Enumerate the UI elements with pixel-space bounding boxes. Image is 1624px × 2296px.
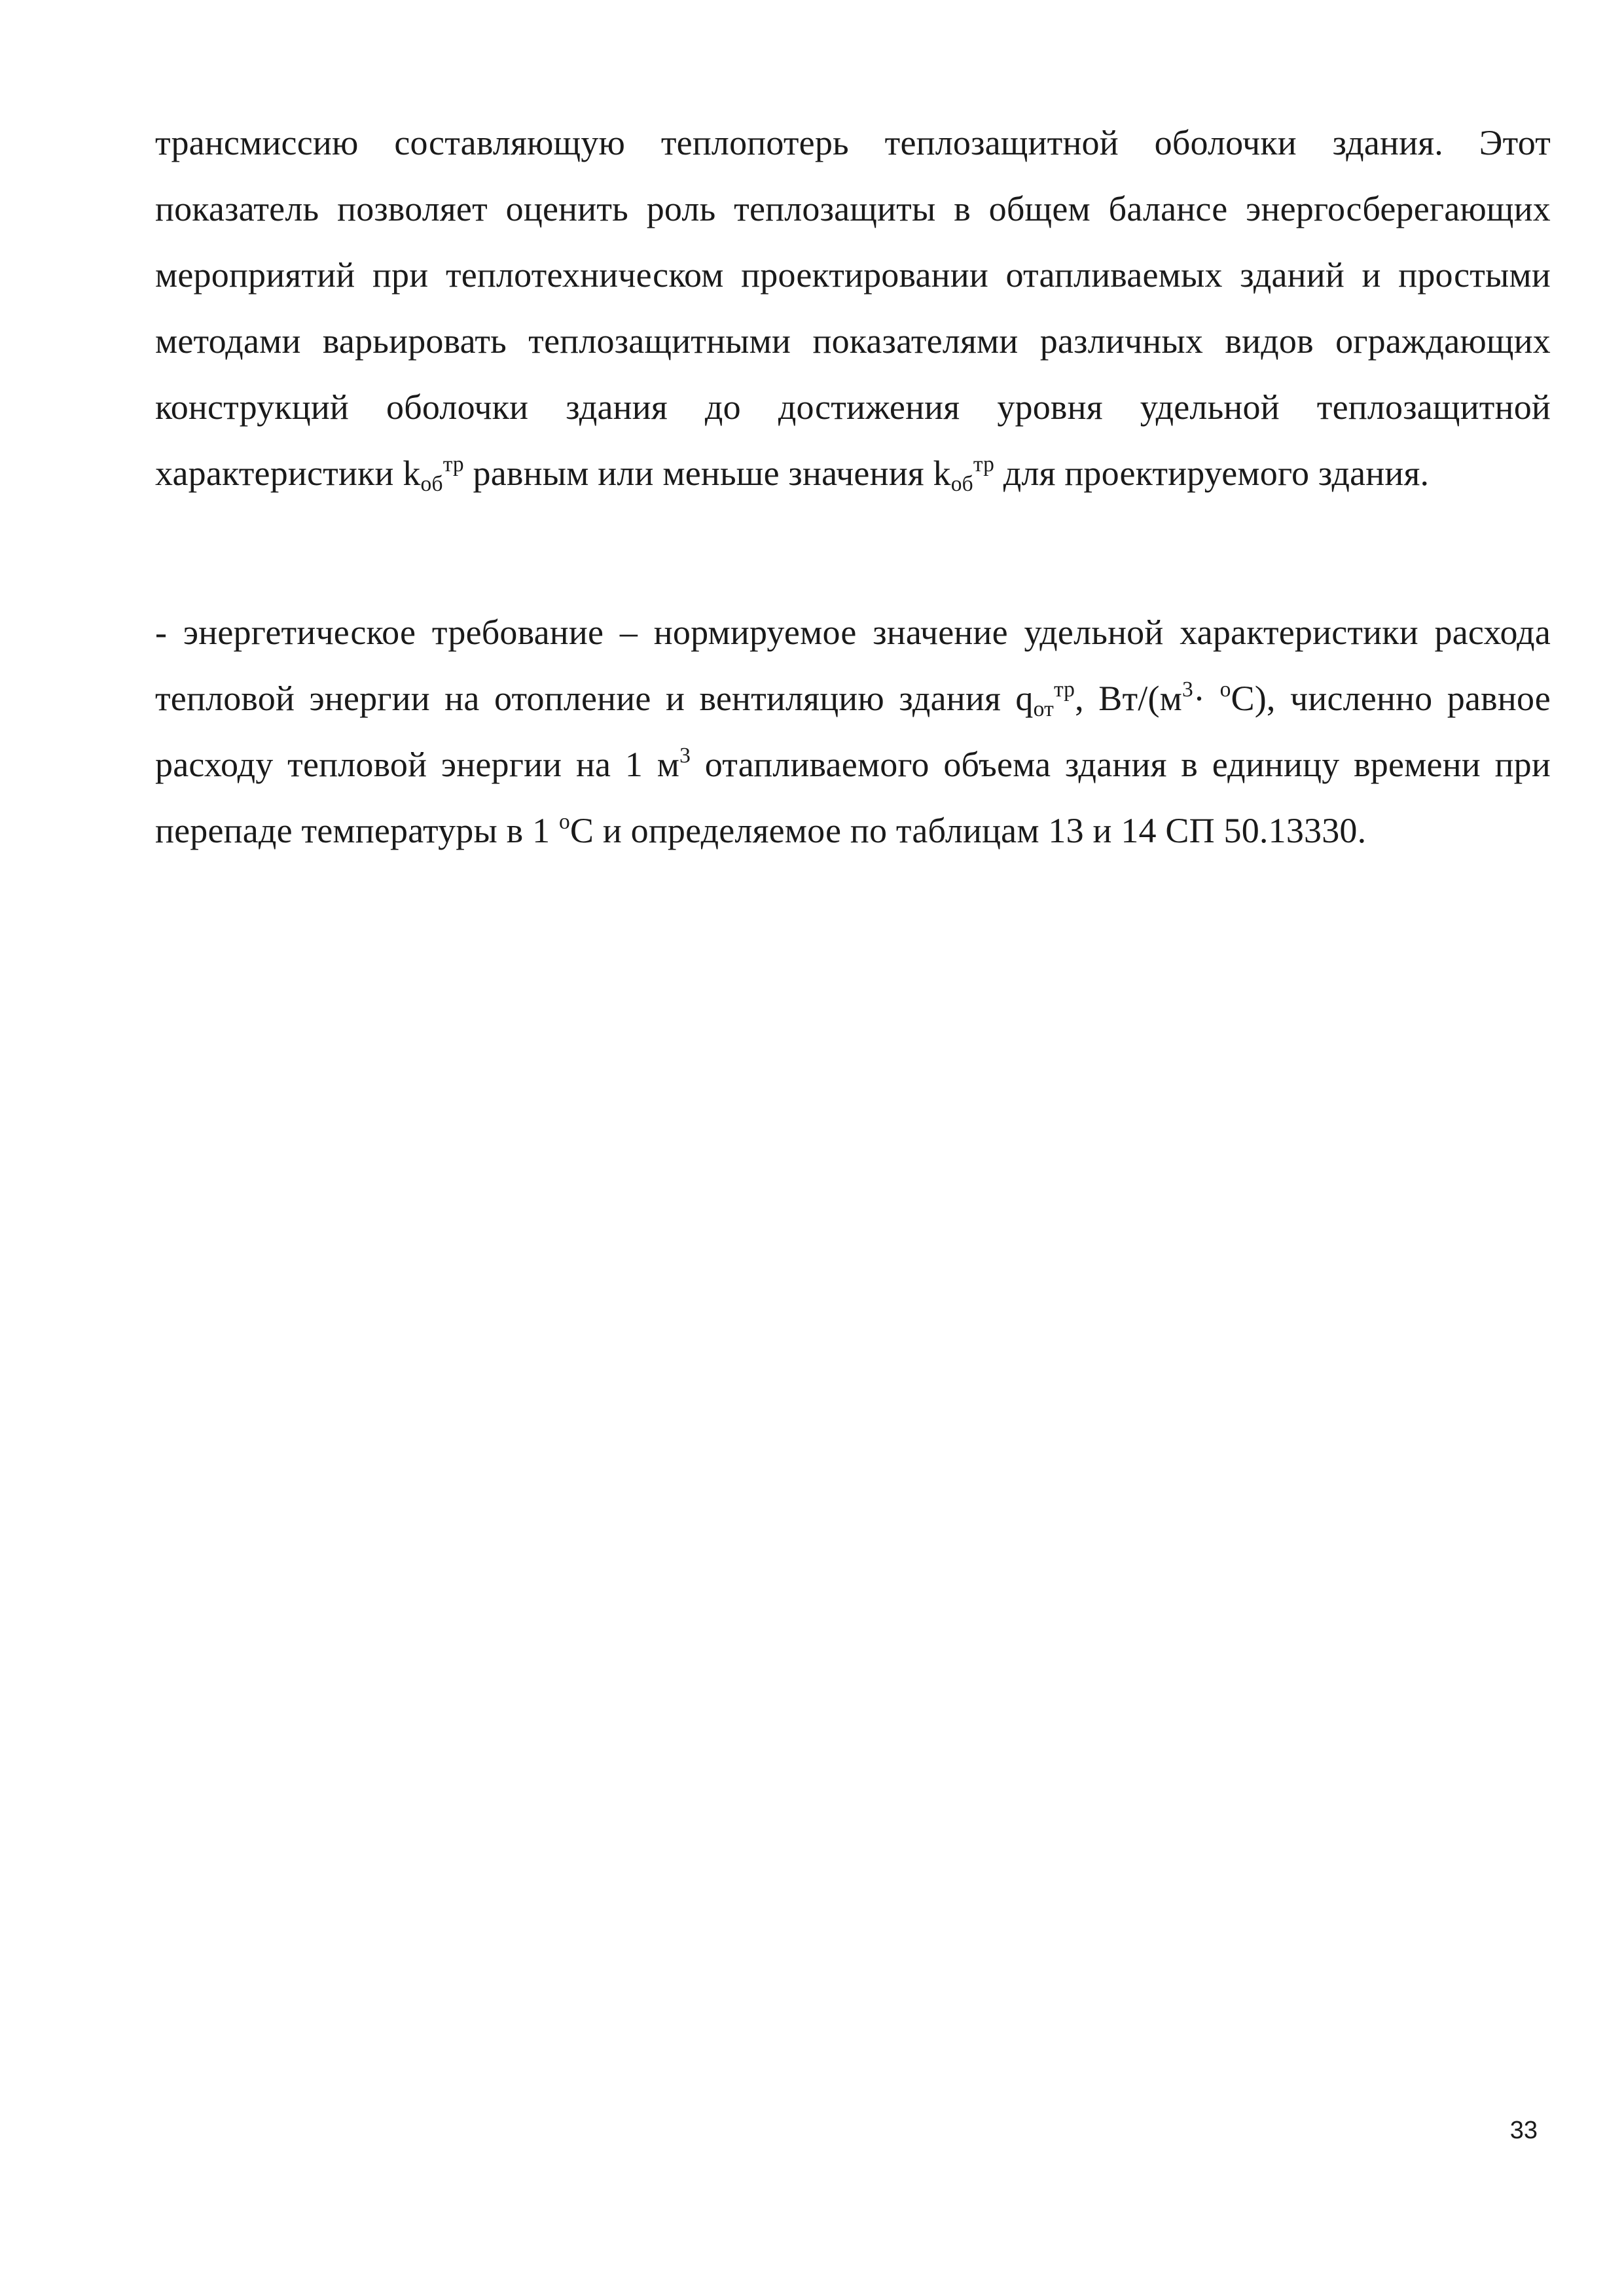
paragraph-text: С и определяемое по таблицам 13 и 14 СП 50.13330. (569, 811, 1367, 850)
symbol-k: k (403, 454, 421, 493)
paragraph-text: трансмиссию составляющую теплопотерь теплозащитной оболочки здания. Этот показатель позволяет оценить роль теплозащиты в общем балансе энергосберегающих мероприятий при теплотехническом проектировании отапливаемых зданий и простыми методами варьировать теплозащитными показателями различных видов ограждающих конструкций оболочки здания до достижения уровня удельной теплозащитной характеристики (155, 123, 1551, 493)
subscript: об (950, 472, 973, 497)
paragraph-text: для проектируемого здания. (994, 454, 1430, 493)
subscript: об (420, 472, 443, 497)
page-number: 33 (1509, 2117, 1538, 2144)
superscript: 3 (679, 744, 691, 768)
symbol-k: k (933, 454, 951, 493)
paragraph-text: - энергетическое требование – нормируемое значение удельной характеристики расхода тепловой энергии на отопление и вентиляцию здания (155, 613, 1551, 718)
paragraph-transmission-component (155, 110, 1551, 507)
superscript: тр (442, 452, 464, 477)
paragraph-text: отапливаемого объема здания в единицу времени при перепаде температуры в 1 (155, 745, 1551, 850)
paragraph-energy-requirement (155, 600, 1551, 864)
superscript: тр (973, 452, 995, 477)
paragraph-text: , Вт/(м (1075, 679, 1183, 718)
paragraph-text: С), численно равное расходу тепловой энергии на 1 м (155, 679, 1551, 784)
superscript: 3 (1182, 677, 1193, 702)
paragraph-text: равным или меньше значения (463, 454, 933, 493)
paragraph-text: · (1193, 679, 1220, 718)
superscript: о (1219, 677, 1231, 702)
superscript: тр (1053, 677, 1075, 702)
superscript: о (558, 810, 570, 834)
subscript: от (1033, 697, 1054, 722)
symbol-q: q (1015, 679, 1034, 718)
